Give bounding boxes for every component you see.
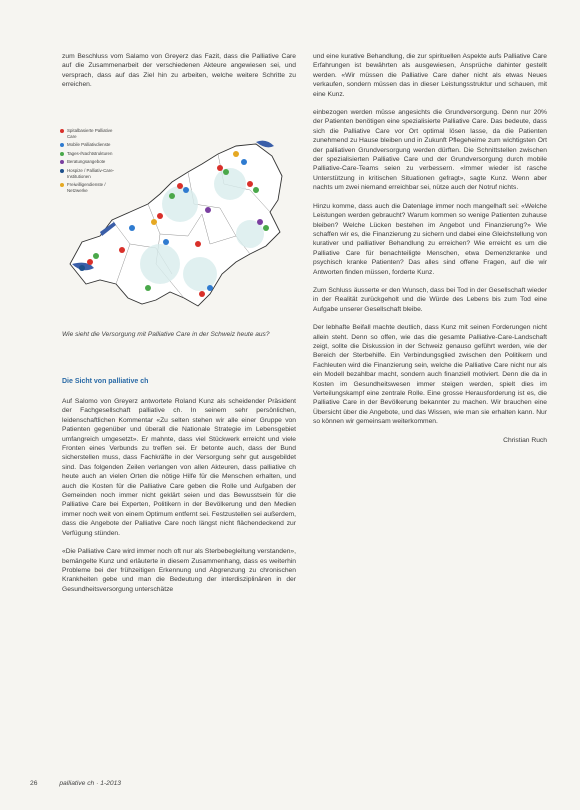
section-heading: Die Sicht von palliative ch (62, 378, 149, 385)
switzerland-map-figure (60, 124, 300, 324)
page-number: 26 (30, 780, 38, 787)
figure-caption: Wie sieht die Versorgung mit Palliative Care in der Schweiz heute aus? (62, 331, 270, 338)
paragraph: einbezogen werden müsse angesichts die Grundversorgung. Denn nur 20% der Patienten benötigen eine spezialisierte Palliative Care. Das bedeute, dass sich die Palliative Care vor Ort optimal lösen lasse, da die Patienten zunehmend zu Hause bleiben und in Zukunft Pflegeheime zum wichtigsten Ort der palliativen Grundversorgung werden dürften. Die Schnittstellen zwischen der spezialisierten Palliative Care und der Grundversorgung durch mobile Palliative-Care-Teams seien zu verbessern. «Immer wieder ist rasche Unterstützung in kritischen Situationen gefragt», sagte Kunz. Wenn aber nachts um zwei niemand erreichbar sei, nütze auch der Notruf nichts. (313, 109, 547, 192)
legend-label: Hospize / Palliativ-Care-Institutionen (67, 167, 115, 179)
left-column-lower (62, 397, 296, 603)
paragraph: Hinzu komme, dass auch die Datenlage immer noch mangelhaft sei: «Welche Leistungen werden gebraucht? Warum kommen so wenige Patienten zuhause bleiben? Welche Lücken bestehen im Angebot und Finanzierung?» Wie schaffen wir es, die Finanzierung zu sichern und dabei eine Gleichstellung von kurativer und palliativer Behandlung zu erreichen? Wie erreicht es um die Palliative Care für benachteiligte Menschen, etwa Demenzkranke und psychisch kranke Patienten? Das alles sind offene Fragen, auf die wir Antworten finden müssen, forderte Kunz. (313, 202, 547, 276)
legend-label: Spitalbasierte Palliative Care (67, 128, 113, 139)
legend-label: Beratungsangebote (67, 159, 106, 165)
paragraph: Zum Schluss äusserte er den Wunsch, dass bei Tod in der Gesellschaft wieder in der Realität zurückgeholt und die Würde des Lebens bis zum Tod eine Aufgabe unserer Gesellschaft bleibe. (313, 286, 547, 313)
paragraph: «Die Palliative Care wird immer noch oft nur als Sterbebegleitung verstanden», bemängelte Kunz und erläuterte in diesem Zusammenhang, dass es weiterhin Probleme bei der frühzeitigen Erkennung und Abgrenzung zu chronischen Krankheiten gebe und man die Bedeutung der interdisziplinären in der Gesundheitsversorgung unterschätze (62, 548, 296, 593)
legend-label: Mobile Palliativdienste (67, 142, 111, 148)
region-highlight (162, 186, 198, 222)
legend-label: Tages-/Nachtstrukturen (67, 150, 113, 156)
legend-label: Freiwilligendienste / Netzwerke (67, 182, 106, 193)
region-highlight (140, 244, 180, 284)
paragraph: und eine kurative Behandlung, die zur spirituellen Aspekte aufs Palliative Care Erfahrungen ist bewährten als ausgewiesen, Ansprüche dahinter gestellt werden. «Wir müssen die Palliative Care daher nicht als etwas Neues verkaufen, sondern müssen das in dieser Leistungsstruktur und schauen, mit eine Kunz. (313, 53, 547, 98)
paragraph: Auf Salomo von Greyerz antwortete Roland Kunz als scheidender Präsident der Fachgesellschaft palliative ch. In seinem sehr persönlichen, leidenschaftlichen Kommentar «Zu selten stehen wir alle einer Gruppe von Patienten gegenüber und überall die Nationale Strategie im Lebensgebiet umfangreich umgesetzt». Er mahnte, dass viel Stückwerk erreicht und viele Fronten eines Verbunds zu treffen sei. Er betonte auch, dass der Bund sicherstellen muss, dass Fachkräfte in der Versorgung sehr gut ausgebildet sind. Das folgenden Zeilen verlangen von allen Akteuren, dass palliative ch heute auch an vielen Orten die nötige Hilfe für die Menschen erhalten, und auch die Kosten für die Palliative Care geben die Rolle und Aufgaben der Gemeinden noch immer nicht geklärt seien und das Bewusstsein für die Palliative Care bei Experten, Politikern in der Bevölkerung und den Medien immer noch weit von einem Optimum entfernt sei. Festzustellen sei außerdem, dass die Angebote der Palliative Care noch längst nicht flächendeckend zur Verfügung stünden. (62, 398, 296, 537)
publication-name: palliative ch · 1-2013 (59, 780, 122, 787)
left-column-top (62, 52, 296, 99)
region-highlight (214, 168, 246, 200)
paragraph: zum Beschluss vom Salamo von Greyerz das Fazit, dass die Palliative Care auf die Zusammenarbeit der verschiedenen Akteure angewiesen sei, und versprach, dass auf das Ziel hin zu arbeiten, welche weitere Schritte zu erreichen. (62, 53, 296, 89)
switzerland-map (60, 124, 300, 324)
author-signature: Christian Ruch (503, 436, 547, 444)
paragraph: Der lebhafte Beifall machte deutlich, dass Kunz mit seinen Forderungen nicht allein steht. Denn so offen, wie das die gesamte Palliative-Care-Landschaft zeigt, sollte die Diskussion in der Schweiz genauso geführt werden, wie der Bereich der Sterbehilfe. Ein Verbindungsglied zwischen den Politikern und Fachleuten wird die Finanzierung sein, welche die Palliative Care nicht nur als ein Modell bezahlbar macht, sondern auch finanziell motiviert. Denn die da in Kosten im Gesundheitswesen immer steigen werden, spielt dies im Verteilungskampf eine zentrale Rolle. Eine grosse Herausforderung ist es, die Palliative Care in der Bevölkerung bekannter zu machen. Wir brauchen eine Übersicht über die Angebote, und das Wissen, wie man sie erhalten kann. Nur so können wir gemeinsam weiterkommen. (313, 324, 547, 426)
right-column (313, 52, 547, 454)
page-footer (30, 780, 121, 787)
